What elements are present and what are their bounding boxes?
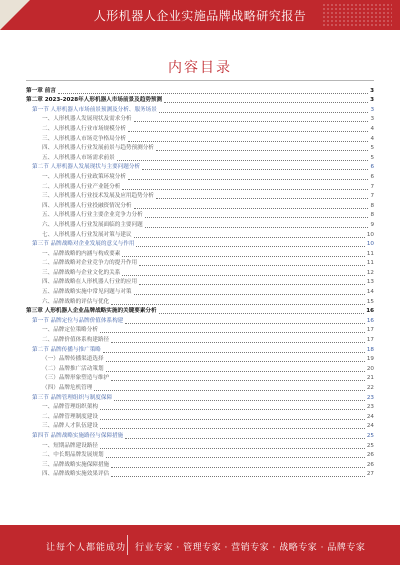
toc-entry[interactable] <box>26 316 374 326</box>
toc-page-number: 8 <box>370 212 374 219</box>
toc-leader-dots <box>106 361 365 362</box>
toc-leader-dots <box>136 246 364 247</box>
toc-entry-text: （四）品牌危机管理 <box>42 385 93 391</box>
toc-leader-dots <box>100 448 365 449</box>
toc-entry-text: 五、人形机器人市场需求前景 <box>42 154 115 161</box>
toc-leader-dots <box>100 419 365 420</box>
toc-entry[interactable] <box>26 335 374 345</box>
report-title: 人形机器人企业实施品牌战略研究报告 <box>93 9 307 23</box>
toc-page-number: 10 <box>366 231 374 238</box>
toc-leader-dots <box>134 237 365 238</box>
toc-page-number: 13 <box>366 279 374 286</box>
toc-leader-dots <box>122 256 365 257</box>
toc-leader-dots <box>58 93 368 94</box>
table-of-contents <box>26 86 374 479</box>
toc-page-number: 10 <box>366 241 374 248</box>
toc-page-number: 3 <box>370 97 374 104</box>
toc-entry[interactable] <box>26 96 374 106</box>
toc-leader-dots <box>145 217 369 218</box>
toc-entry-text: 第三节 品牌战略对企业发展的意义与作用 <box>32 241 135 248</box>
toc-entry-text: 第一章 前言 <box>26 87 56 94</box>
toc-entry-text: 第二章 2023-2028年人形机器人市场前景及趋势预测 <box>26 97 163 104</box>
toc-page-number: 27 <box>366 471 374 478</box>
toc-page-number: 18 <box>366 346 374 353</box>
toc-divider <box>26 80 374 81</box>
toc-entry-text: （一）品牌传播渠道选择 <box>42 356 104 363</box>
toc-leader-dots <box>142 169 368 170</box>
toc-page-number: 23 <box>366 404 374 411</box>
toc-entry-text: 三、人形机器人行业技术发展及应用趋势分析 <box>42 193 154 200</box>
toc-leader-dots <box>103 352 365 353</box>
toc-entry[interactable] <box>26 297 374 307</box>
toc-leader-dots <box>128 179 369 180</box>
toc-entry[interactable] <box>26 460 374 470</box>
toc-entry[interactable] <box>26 163 374 173</box>
toc-leader-dots <box>111 342 365 343</box>
toc-entry-text: 第三节 品牌管理组织与制度保障 <box>32 394 113 401</box>
toc-entry-text: 三、品牌战略与企业文化的关系 <box>42 269 121 276</box>
toc-entry-text: 三、人形机器人市场竞争格局分析 <box>42 135 126 142</box>
toc-entry-text: 四、人形机器人行业发展前景与趋势预测分析 <box>42 145 154 152</box>
toc-page-number: 22 <box>366 385 374 391</box>
toc-entry-text: 第一节 人形机器人市场前景预测及分析、服务场景 <box>32 106 157 113</box>
toc-leader-dots <box>100 428 365 429</box>
toc-leader-dots <box>139 265 365 266</box>
toc-leader-dots <box>106 457 365 458</box>
toc-page-number: 4 <box>370 135 374 142</box>
toc-entry-text: 三、品牌人才队伍建设 <box>42 423 98 430</box>
footer-slogan: 让每个人都能成功 <box>46 543 127 553</box>
toc-leader-dots <box>122 275 365 276</box>
toc-entry[interactable] <box>26 441 374 451</box>
report-header <box>0 0 400 30</box>
toc-leader-dots <box>106 371 365 372</box>
toc-entry-text: 二、品牌管理制度建设 <box>42 413 98 420</box>
toc-page-number: 7 <box>370 183 374 190</box>
toc-page-number: 6 <box>370 164 374 171</box>
toc-leader-dots <box>139 284 365 285</box>
toc-leader-dots <box>114 400 365 401</box>
toc-entry[interactable] <box>26 115 374 125</box>
toc-entry-text: 一、人形机器人发展现状及需求分析 <box>42 116 132 123</box>
toc-leader-dots <box>100 409 365 410</box>
toc-entry[interactable] <box>26 192 374 202</box>
toc-entry-text: 第二节 品牌传播与推广策略 <box>32 346 101 353</box>
toc-page-number: 21 <box>366 375 374 382</box>
toc-entry-text: 第一节 品牌定位与品牌价值体系构建 <box>32 317 124 324</box>
toc-entry-text: 四、品牌战略在人形机器人行业的应用 <box>42 279 138 286</box>
toc-entry-text: 二、人形机器人行业市场规模分析 <box>42 125 126 132</box>
toc-page-number: 25 <box>366 442 374 449</box>
toc-page-number: 3 <box>370 87 374 94</box>
toc-heading: 内容目录 <box>168 60 232 76</box>
footer-divider <box>127 535 128 555</box>
toc-page-number: 19 <box>366 356 374 363</box>
toc-leader-dots <box>117 160 369 161</box>
toc-page-number: 20 <box>366 365 374 372</box>
toc-page-number: 6 <box>370 173 374 180</box>
footer-services: 行业专家 · 管理专家 · 营销专家 · 战略专家 · 品牌专家 <box>135 543 366 553</box>
toc-page-number: 24 <box>366 413 374 420</box>
toc-page-number: 3 <box>370 106 374 113</box>
toc-entry[interactable] <box>26 240 374 250</box>
toc-entry[interactable] <box>26 451 374 461</box>
toc-entry[interactable] <box>26 124 374 134</box>
toc-entry-text: 六、品牌战略的评估与优化 <box>42 298 110 305</box>
toc-entry[interactable] <box>26 355 374 365</box>
toc-leader-dots <box>134 294 365 295</box>
toc-entry[interactable] <box>26 201 374 211</box>
toc-page-number: 23 <box>366 394 374 401</box>
toc-entry[interactable] <box>26 220 374 230</box>
toc-entry-text: 五、品牌战略实施中常见问题与对策 <box>42 289 132 296</box>
toc-entry-text: 一、人形机器人行业政策环境分析 <box>42 173 126 180</box>
toc-entry[interactable] <box>26 268 374 278</box>
toc-leader-dots <box>134 208 369 209</box>
toc-leader-dots <box>156 198 369 199</box>
toc-entry-text: 一、品牌管理组织架构 <box>42 404 98 411</box>
toc-leader-dots <box>159 313 365 314</box>
toc-entry[interactable] <box>26 249 374 259</box>
toc-page-number: 11 <box>366 250 374 257</box>
toc-leader-dots <box>156 150 369 151</box>
toc-page-number: 7 <box>370 193 374 200</box>
toc-page-number: 12 <box>366 269 374 276</box>
toc-page-number: 16 <box>366 317 374 324</box>
toc-entry[interactable] <box>26 287 374 297</box>
toc-leader-dots <box>111 304 365 305</box>
toc-entry[interactable] <box>26 105 374 115</box>
toc-entry[interactable] <box>26 153 374 163</box>
toc-page-number: 11 <box>366 260 374 267</box>
toc-leader-dots <box>159 112 369 113</box>
toc-entry[interactable] <box>26 230 374 240</box>
toc-entry[interactable] <box>26 86 374 96</box>
toc-entry[interactable] <box>26 374 374 384</box>
toc-entry[interactable] <box>26 307 374 317</box>
toc-page-number: 26 <box>366 461 374 468</box>
toc-entry-text: 二、品牌价值体系构建路径 <box>42 337 110 344</box>
toc-entry[interactable] <box>26 144 374 154</box>
toc-entry-text: （三）品牌形象塑造与维护 <box>42 375 110 382</box>
toc-page-number: 17 <box>366 327 374 334</box>
toc-leader-dots <box>125 323 365 324</box>
toc-entry-text: 二、人形机器人行业产业链分析 <box>42 183 121 190</box>
toc-entry-text: 一、品牌定位策略分析 <box>42 327 98 334</box>
toc-page-number: 5 <box>370 154 374 161</box>
toc-entry-text: 四、品牌战略实施效果评估 <box>42 471 110 478</box>
toc-entry[interactable] <box>26 403 374 413</box>
toc-page-number: 25 <box>366 432 374 439</box>
toc-leader-dots <box>128 131 369 132</box>
toc-page-number: 15 <box>366 298 374 305</box>
toc-entry[interactable] <box>26 393 374 403</box>
toc-entry-text: 二、中长期品牌发展规划 <box>42 452 104 459</box>
toc-leader-dots <box>134 121 369 122</box>
toc-page-number: 9 <box>370 221 374 228</box>
toc-entry[interactable] <box>26 422 374 432</box>
toc-leader-dots <box>128 141 369 142</box>
toc-page-number: 17 <box>366 337 374 344</box>
toc-leader-dots <box>164 102 368 103</box>
toc-entry-text: （二）品牌推广活动策划 <box>42 365 104 372</box>
toc-entry-text: 五、人形机器人行业主要企业竞争力分析 <box>42 212 143 219</box>
toc-entry[interactable] <box>26 172 374 182</box>
toc-entry[interactable] <box>26 259 374 269</box>
toc-entry[interactable] <box>26 431 374 441</box>
toc-entry-text: 第三章 人形机器人企业品牌战略实施的关键要素分析 <box>26 308 157 315</box>
toc-entry[interactable] <box>26 134 374 144</box>
toc-page-number: 5 <box>370 145 374 152</box>
toc-entry[interactable] <box>26 470 374 480</box>
toc-page-number: 4 <box>370 125 374 132</box>
report-footer <box>0 525 400 565</box>
toc-entry-text: 第二节 人形机器人发展现状与主要问题分析 <box>32 164 141 171</box>
toc-leader-dots <box>111 476 365 477</box>
toc-leader-dots <box>111 380 365 381</box>
toc-entry-text: 一、短期品牌建设路径 <box>42 442 98 449</box>
toc-page-number: 26 <box>366 452 374 459</box>
toc-page-number: 24 <box>366 423 374 430</box>
toc-leader-dots <box>125 438 365 439</box>
toc-entry[interactable] <box>26 182 374 192</box>
toc-entry[interactable] <box>26 383 374 393</box>
toc-entry[interactable] <box>26 326 374 336</box>
toc-entry-text: 一、品牌战略的内涵与构成要素 <box>42 250 121 257</box>
toc-entry[interactable] <box>26 345 374 355</box>
toc-entry-text: 三、品牌战略实施保障措施 <box>42 461 110 468</box>
toc-entry[interactable] <box>26 211 374 221</box>
toc-entry[interactable] <box>26 278 374 288</box>
toc-leader-dots <box>122 189 368 190</box>
toc-entry[interactable] <box>26 364 374 374</box>
toc-entry-text: 二、品牌战略对企业竞争力的提升作用 <box>42 260 138 267</box>
toc-page-number: 3 <box>370 116 374 123</box>
toc-page-number: 14 <box>366 289 374 296</box>
toc-entry-text: 第四节 品牌战略实施路径与保障措施 <box>32 432 124 439</box>
toc-entry-text: 七、人形机器人行业发展对策与建议 <box>42 231 132 238</box>
toc-entry-text: 四、人形机器人行业投融资情况分析 <box>42 202 132 209</box>
toc-entry-text: 六、人形机器人行业发展面临的主要问题 <box>42 221 143 228</box>
toc-entry[interactable] <box>26 412 374 422</box>
toc-leader-dots <box>94 390 365 391</box>
toc-page-number: 8 <box>370 202 374 209</box>
toc-page-number: 16 <box>366 308 374 315</box>
toc-leader-dots <box>111 467 365 468</box>
toc-leader-dots <box>100 332 365 333</box>
toc-leader-dots <box>145 227 369 228</box>
